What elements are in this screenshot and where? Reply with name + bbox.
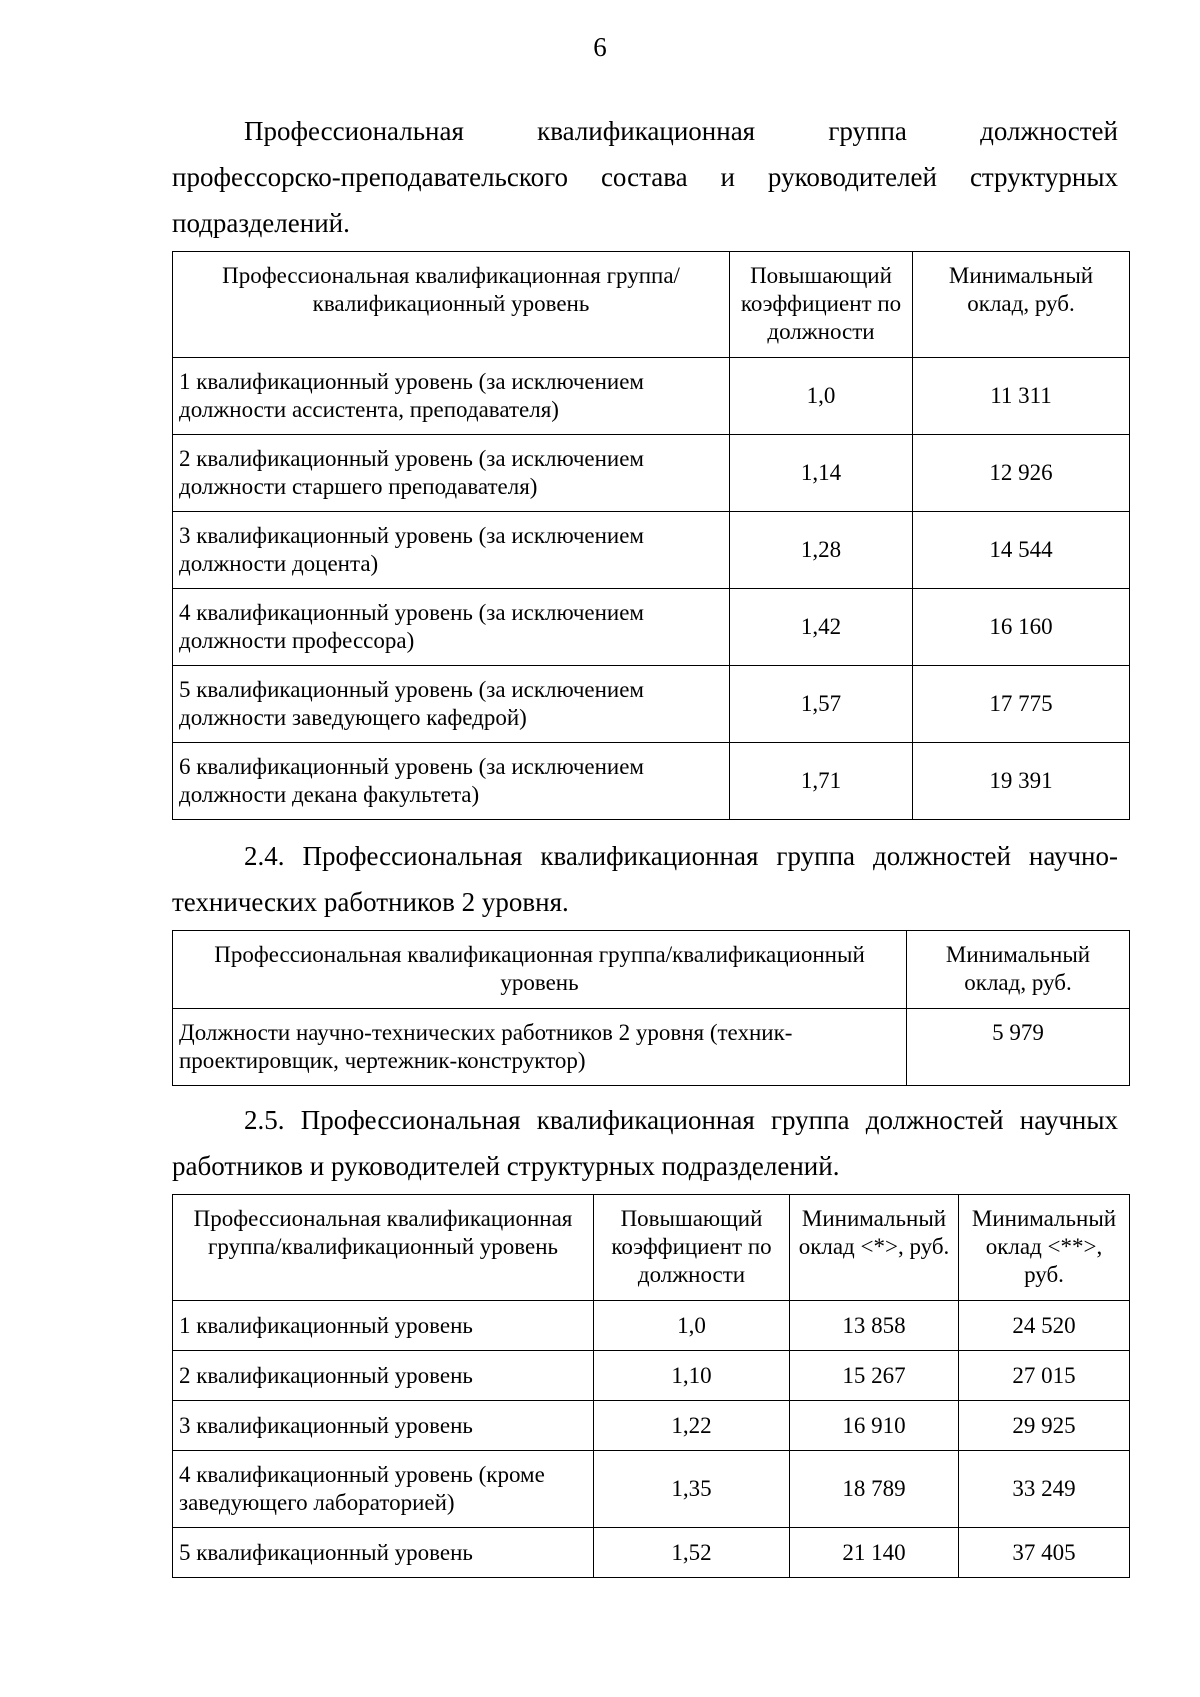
table-row [173,1009,1130,1086]
salary-cell: 11 311 [913,358,1130,435]
table-row [173,435,1130,512]
table-technicians-salaries [172,930,1130,1086]
column-header: Минимальный оклад <*>, руб. [790,1195,959,1301]
level-cell: 6 квалификационный уровень (за исключением должности декана факультета) [173,743,730,820]
coefficient-cell: 1,71 [730,743,913,820]
coefficient-cell: 1,14 [730,435,913,512]
level-cell: Должности научно-технических работников 2 уровня (техник-проектировщик, чертежник-конструктор) [173,1009,907,1086]
table-pps-salaries [172,251,1130,820]
salary-cell: 18 789 [790,1451,959,1528]
table-row [173,1451,1130,1528]
column-header: Профессиональная квалификационная группа/квалификационный уровень [173,931,907,1009]
level-cell: 4 квалификационный уровень (кроме заведующего лабораторией) [173,1451,594,1528]
table-row [173,512,1130,589]
salary-cell: 24 520 [959,1301,1130,1351]
level-cell: 1 квалификационный уровень (за исключением должности ассистента, преподавателя) [173,358,730,435]
section-heading-2-4 [172,833,1118,925]
level-cell: 2 квалификационный уровень [173,1351,594,1401]
level-cell: 1 квалификационный уровень [173,1301,594,1351]
coefficient-cell: 1,10 [594,1351,790,1401]
coefficient-cell: 1,42 [730,589,913,666]
column-header: Профессиональная квалификационная группа/квалификационный уровень [173,252,730,358]
heading-line: работников и руководителей структурных подразделений. [172,1151,840,1181]
table-researchers-salaries [172,1194,1130,1578]
table-row [173,1351,1130,1401]
level-cell: 5 квалификационный уровень [173,1528,594,1578]
salary-cell: 27 015 [959,1351,1130,1401]
heading-line: подразделений. [172,208,350,238]
salary-cell: 15 267 [790,1351,959,1401]
heading-line: 2.5. Профессиональная квалификационная группа должностей научных [244,1105,1118,1135]
coefficient-cell: 1,28 [730,512,913,589]
coefficient-cell: 1,57 [730,666,913,743]
table-row [173,1301,1130,1351]
column-header: Повышающий коэффициент по должности [594,1195,790,1301]
heading-line: технических работников 2 уровня. [172,887,569,917]
table-header-row [173,1195,1130,1301]
heading-line: Профессиональная квалификационная группа должностей [244,116,1118,146]
coefficient-cell: 1,0 [730,358,913,435]
table-row [173,666,1130,743]
column-header: Профессиональная квалификационная группа/квалификационный уровень [173,1195,594,1301]
table-row [173,1528,1130,1578]
page-number: 6 [593,32,607,62]
table-row [173,1401,1130,1451]
salary-cell: 19 391 [913,743,1130,820]
heading-line: профессорско-преподавательского состава и руководителей структурных [172,162,1118,192]
section-heading-2-5 [172,1097,1118,1189]
salary-cell: 37 405 [959,1528,1130,1578]
salary-cell: 5 979 [907,1009,1130,1086]
salary-cell: 16 160 [913,589,1130,666]
level-cell: 3 квалификационный уровень [173,1401,594,1451]
coefficient-cell: 1,22 [594,1401,790,1451]
level-cell: 2 квалификационный уровень (за исключением должности старшего преподавателя) [173,435,730,512]
salary-cell: 17 775 [913,666,1130,743]
salary-cell: 14 544 [913,512,1130,589]
coefficient-cell: 1,52 [594,1528,790,1578]
section-heading-pps [172,108,1118,246]
heading-line: 2.4. Профессиональная квалификационная группа должностей научно- [244,841,1118,871]
salary-cell: 16 910 [790,1401,959,1451]
table-header-row [173,252,1130,358]
column-header: Повышающий коэффициент по должности [730,252,913,358]
salary-cell: 33 249 [959,1451,1130,1528]
level-cell: 3 квалификационный уровень (за исключением должности доцента) [173,512,730,589]
table-row [173,358,1130,435]
salary-cell: 21 140 [790,1528,959,1578]
table-row [173,589,1130,666]
column-header: Минимальный оклад <**>, руб. [959,1195,1130,1301]
salary-cell: 13 858 [790,1301,959,1351]
level-cell: 4 квалификационный уровень (за исключением должности профессора) [173,589,730,666]
salary-cell: 29 925 [959,1401,1130,1451]
table-header-row [173,931,1130,1009]
table-row [173,743,1130,820]
column-header: Минимальный оклад, руб. [913,252,1130,358]
column-header: Минимальный оклад, руб. [907,931,1130,1009]
level-cell: 5 квалификационный уровень (за исключением должности заведующего кафедрой) [173,666,730,743]
coefficient-cell: 1,0 [594,1301,790,1351]
salary-cell: 12 926 [913,435,1130,512]
coefficient-cell: 1,35 [594,1451,790,1528]
